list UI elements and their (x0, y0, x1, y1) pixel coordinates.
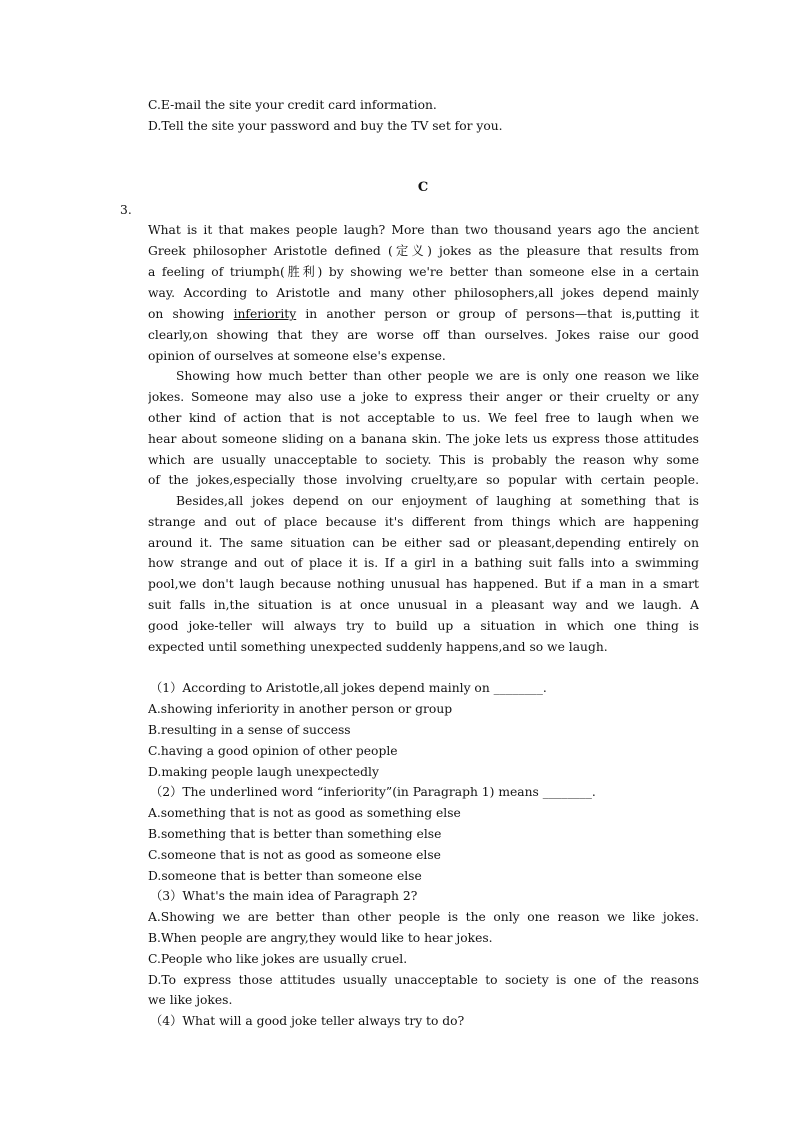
q3-option-b: B.When people are angry,they would like to hear jokes. (148, 931, 493, 945)
passage-p1-line5 (148, 304, 699, 325)
passage-p3-line1: Besides,all jokes depend on our enjoyment of laughing at something that is (176, 494, 699, 508)
passage-p3-line2: strange and out of place because it's different from things which are happening (148, 515, 699, 529)
q2-stem: （2）The underlined word “inferiority”(in Paragraph 1) means ________. (150, 785, 596, 799)
passage-p1-line4: way. According to Aristotle and many other philosophers,all jokes depend mainly (148, 286, 699, 300)
passage-p3-line6: suit falls in,the situation is at once unusual in a pleasant way and we laugh. A (148, 598, 699, 612)
section-letter: C (417, 180, 429, 195)
passage-p2-line3: other kind of action that is not acceptable to us. We feel free to laugh when we (148, 411, 699, 425)
q1-option-d: D.making people laugh unexpectedly (148, 765, 379, 779)
q1-stem: （1）According to Aristotle,all jokes depend mainly on ________. (150, 681, 547, 695)
q1-option-a: A.showing inferiority in another person or group (148, 702, 453, 716)
q3-option-d-line1: D.To express those attitudes usually unacceptable to society is one of the reasons (148, 973, 699, 987)
q3-option-a: A.Showing we are better than other people is the only one reason we like jokes. (148, 910, 699, 924)
passage-p1-line1: What is it that makes people laugh? More than two thousand years ago the ancient (148, 223, 699, 237)
passage-p2-line5: which are usually unacceptable to society. This is probably the reason why some (148, 453, 699, 467)
passage-p1-line5-post: in another person or group of persons—that is,putting it (296, 307, 699, 321)
q3-stem: （3）What's the main idea of Paragraph 2? (150, 889, 418, 903)
passage-p2-line4: hear about someone sliding on a banana skin. The joke lets us express those attitudes (148, 432, 699, 446)
passage-p2-line1: Showing how much better than other people we are is only one reason we like (176, 369, 699, 383)
passage-p2-line6: of the jokes,especially those involving cruelty,are so popular with certain people. (148, 473, 699, 487)
passage-p1-line6: clearly,on showing that they are worse off than ourselves. Jokes raise our good (148, 328, 699, 342)
q1-option-b: B.resulting in a sense of success (148, 723, 351, 737)
passage-p3-line7: good joke-teller will always try to build up a situation in which one thing is (148, 619, 699, 633)
q2-option-a: A.something that is not as good as something else (148, 806, 461, 820)
question-number: 3. (120, 203, 132, 217)
passage-p3-line4: how strange and out of place it is. If a girl in a bathing suit falls into a swimming (148, 556, 699, 570)
passage-p2-line2: jokes. Someone may also use a joke to express their anger or their cruelty or any (148, 390, 699, 404)
q4-stem: （4）What will a good joke teller always try to do? (150, 1014, 465, 1028)
passage-p1-line7: opinion of ourselves at someone else's expense. (148, 349, 446, 363)
passage-p1-line2: Greek philosopher Aristotle defined (定义) jokes as the pleasure that results from (148, 244, 699, 258)
prev-option-d: D.Tell the site your password and buy the TV set for you. (148, 119, 503, 133)
passage-p1-line5-pre: on showing (148, 307, 234, 321)
passage-p1-line3: a feeling of triumph(胜利) by showing we're better than someone else in a certain (148, 265, 699, 279)
passage-p3-line5: pool,we don't laugh because nothing unusual has happened. But if a man in a smart (148, 577, 699, 591)
q2-option-d: D.someone that is better than someone else (148, 869, 422, 883)
underlined-word-inferiority: inferiority (233, 307, 297, 321)
q3-option-c: C.People who like jokes are usually cruel. (148, 952, 408, 966)
passage-p3-line8: expected until something unexpected suddenly happens,and so we laugh. (148, 640, 608, 654)
passage-p3-line3: around it. The same situation can be either sad or pleasant,depending entirely on (148, 536, 699, 550)
q1-option-c: C.having a good opinion of other people (148, 744, 398, 758)
prev-option-c: C.E-mail the site your credit card information. (148, 98, 437, 112)
q3-option-d-line2: we like jokes. (148, 993, 233, 1007)
q2-option-c: C.someone that is not as good as someone else (148, 848, 441, 862)
q2-option-b: B.something that is better than something else (148, 827, 442, 841)
